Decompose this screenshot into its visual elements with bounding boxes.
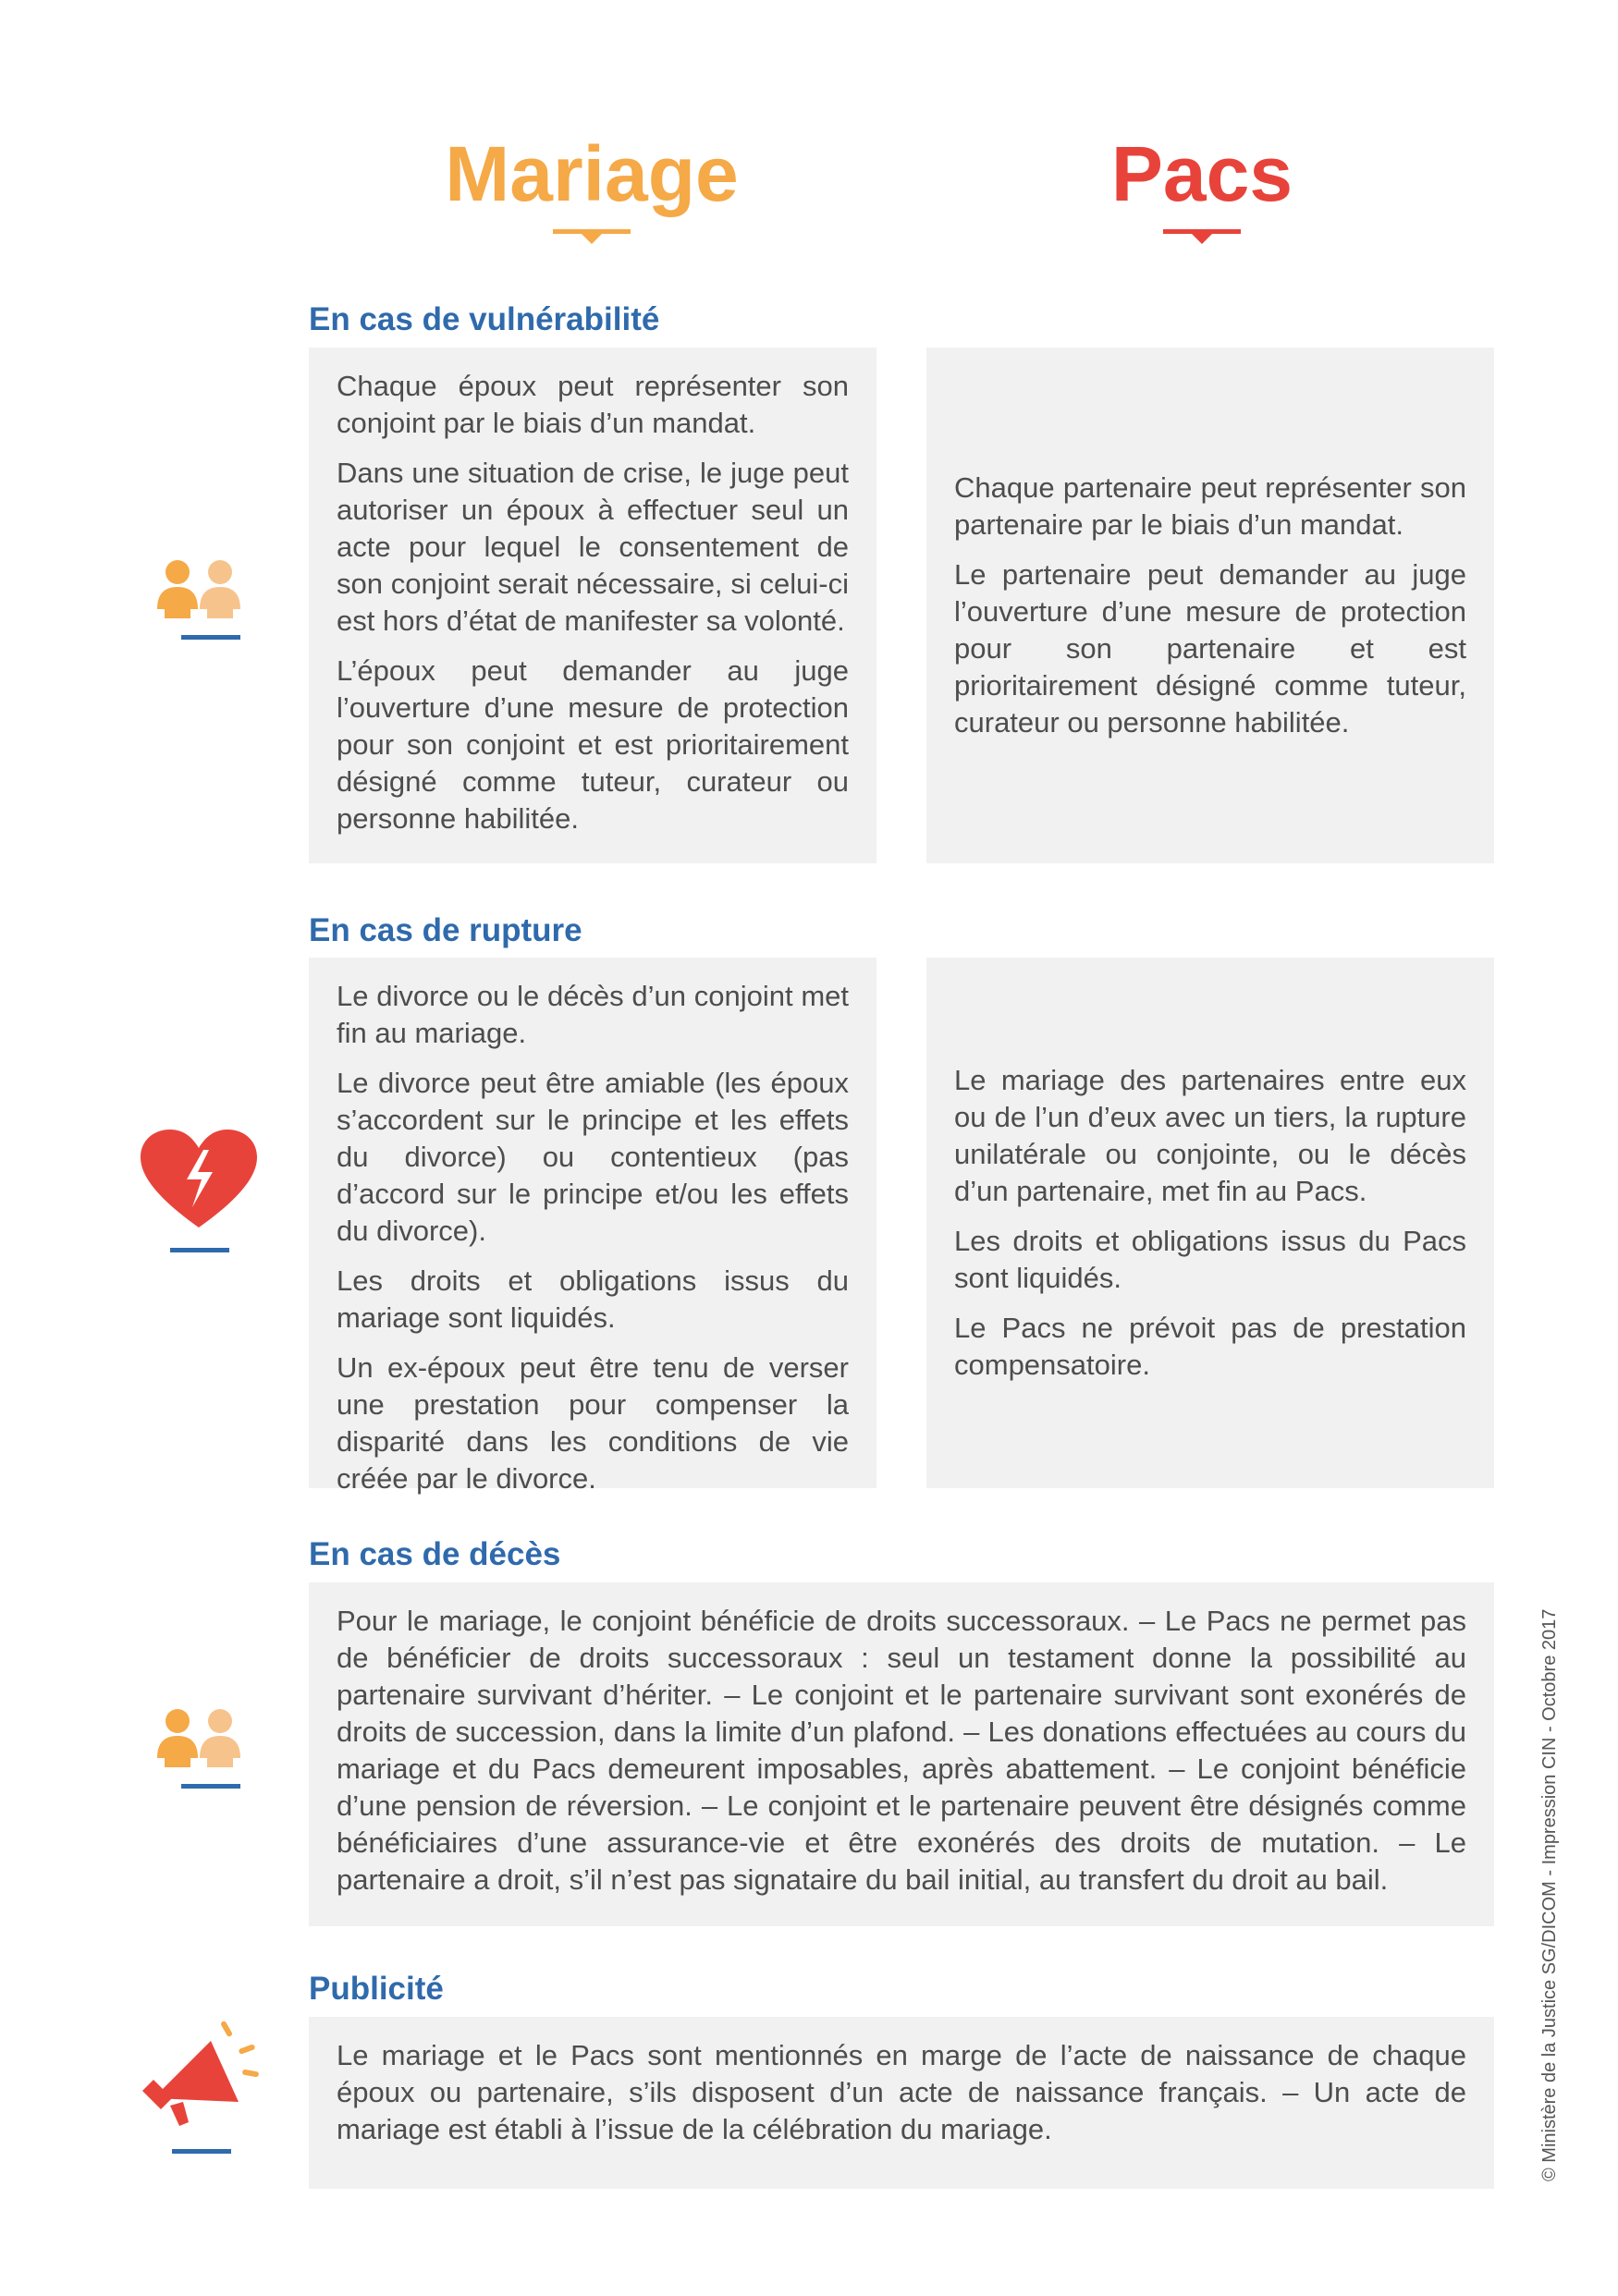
section-icon-vulnerabilite	[153, 559, 283, 652]
section-title-vulnerabilite: En cas de vulnérabilité	[309, 301, 660, 337]
publicite-text: Le mariage et le Pacs sont mentionnés en marge de l’acte de naissance de chaque époux ou partenaire, s’ils disposent d’un acte de naissance français. – Un acte de mariage est établi à l’issue de la célébration du mariage.	[337, 2039, 1466, 2145]
mariage-heading: Mariage	[379, 128, 804, 238]
section-icon-publicite	[135, 2006, 264, 2163]
rupture-pacs-p2: Les droits et obligations issus du Pacs sont liquidés.	[954, 1225, 1466, 1294]
pacs-heading: Pacs	[980, 128, 1424, 238]
rupture-pacs-p1: Le mariage des partenaires entre eux ou de l’un d’eux avec un tiers, la rupture unilatérale ou conjointe, ou le décès d’un partenaire, met fin au Pacs.	[954, 1064, 1466, 1207]
section-icon-deces	[153, 1708, 283, 1801]
vulnerabilite-pacs-p1: Chaque partenaire peut représenter son partenaire par le biais d’un mandat.	[954, 471, 1466, 541]
section-title-publicite: Publicité	[309, 1971, 444, 2007]
vulnerabilite-pacs-p2: Le partenaire peut demander au juge l’ouverture d’une mesure de protection pour son partenaire et est prioritairement désigné comme tuteur, curateur ou personne habilitée.	[954, 558, 1466, 739]
rupture-mariage-p2: Le divorce peut être amiable (les époux s’accordent sur le principe et les effets du divorce) ou contentieux (pas d’accord sur le principe et/ou les effets du divorce).	[337, 1067, 849, 1247]
deces-text: Pour le mariage, le conjoint bénéficie de droits successoraux. – Le Pacs ne permet pas de bénéficier de droits successoraux : seul un testament donne la possibilité au partenaire survivant d’hériter. – Le conjoint et le partenaire survivant sont exonérés de droits de succession, dans la limite d’un plafond. – Les donations effectuées au cours du mariage et du Pacs demeurent imposables, après abattement. – Le conjoint bénéficie d’une pension de réversion. – Le conjoint et le partenaire peuvent être désignés comme bénéficiaires d’une assurance-vie et être exonérés des droits de mutation. – Le partenaire a droit, s’il n’est pas signataire du bail initial, au transfert du droit au bail.	[337, 1605, 1466, 1896]
rupture-mariage-p3: Les droits et obligations issus du mariage sont liquidés.	[337, 1264, 849, 1334]
broken-heart-icon	[139, 1128, 259, 1229]
section-title-deces: En cas de décès	[309, 1536, 561, 1572]
icon-underline	[181, 1784, 240, 1789]
icon-underline	[170, 1248, 229, 1252]
deces-box	[309, 1582, 1494, 1926]
vulnerabilite-mariage-p2: Dans une situation de crise, le juge peut autoriser un époux à effectuer seul un acte pour lequel le consentement de son conjoint serait nécessaire, si celui-ci est hors d’état de manifester sa volonté.	[337, 457, 849, 637]
vulnerabilite-pacs-box	[926, 348, 1494, 863]
rupture-mariage-box	[309, 958, 876, 1495]
publicite-box	[309, 2017, 1494, 2189]
vulnerabilite-mariage-p3: L’époux peut demander au juge l’ouverture d’une mesure de protection pour son conjoint et est prioritairement désigné comme tuteur, curateur ou personne habilitée.	[337, 654, 849, 835]
icon-underline	[181, 635, 240, 640]
rupture-pacs-p3: Le Pacs ne prévoit pas de prestation compensatoire.	[954, 1312, 1466, 1381]
vulnerabilite-mariage-p1: Chaque époux peut représenter son conjoint par le biais d’un mandat.	[337, 370, 849, 439]
icon-underline	[172, 2149, 231, 2154]
section-icon-rupture	[139, 1128, 268, 1266]
rupture-mariage-p1: Le divorce ou le décès d’un conjoint met fin au mariage.	[337, 980, 849, 1049]
section-title-rupture: En cas de rupture	[309, 912, 582, 948]
rupture-pacs-box	[926, 958, 1494, 1488]
couple-icon	[153, 1708, 246, 1769]
mariage-heading-underline	[553, 229, 631, 234]
megaphone-icon	[135, 2006, 274, 2135]
couple-icon	[153, 559, 246, 620]
credit-line: © Ministère de la Justice SG/DICOM - Impression CIN - Octobre 2017	[1539, 1608, 1560, 2181]
vulnerabilite-mariage-box	[309, 348, 876, 863]
pacs-heading-underline	[1163, 229, 1241, 234]
rupture-mariage-p4: Un ex-époux peut être tenu de verser une prestation pour compenser la disparité dans les conditions de vie créée par le divorce.	[337, 1351, 849, 1495]
